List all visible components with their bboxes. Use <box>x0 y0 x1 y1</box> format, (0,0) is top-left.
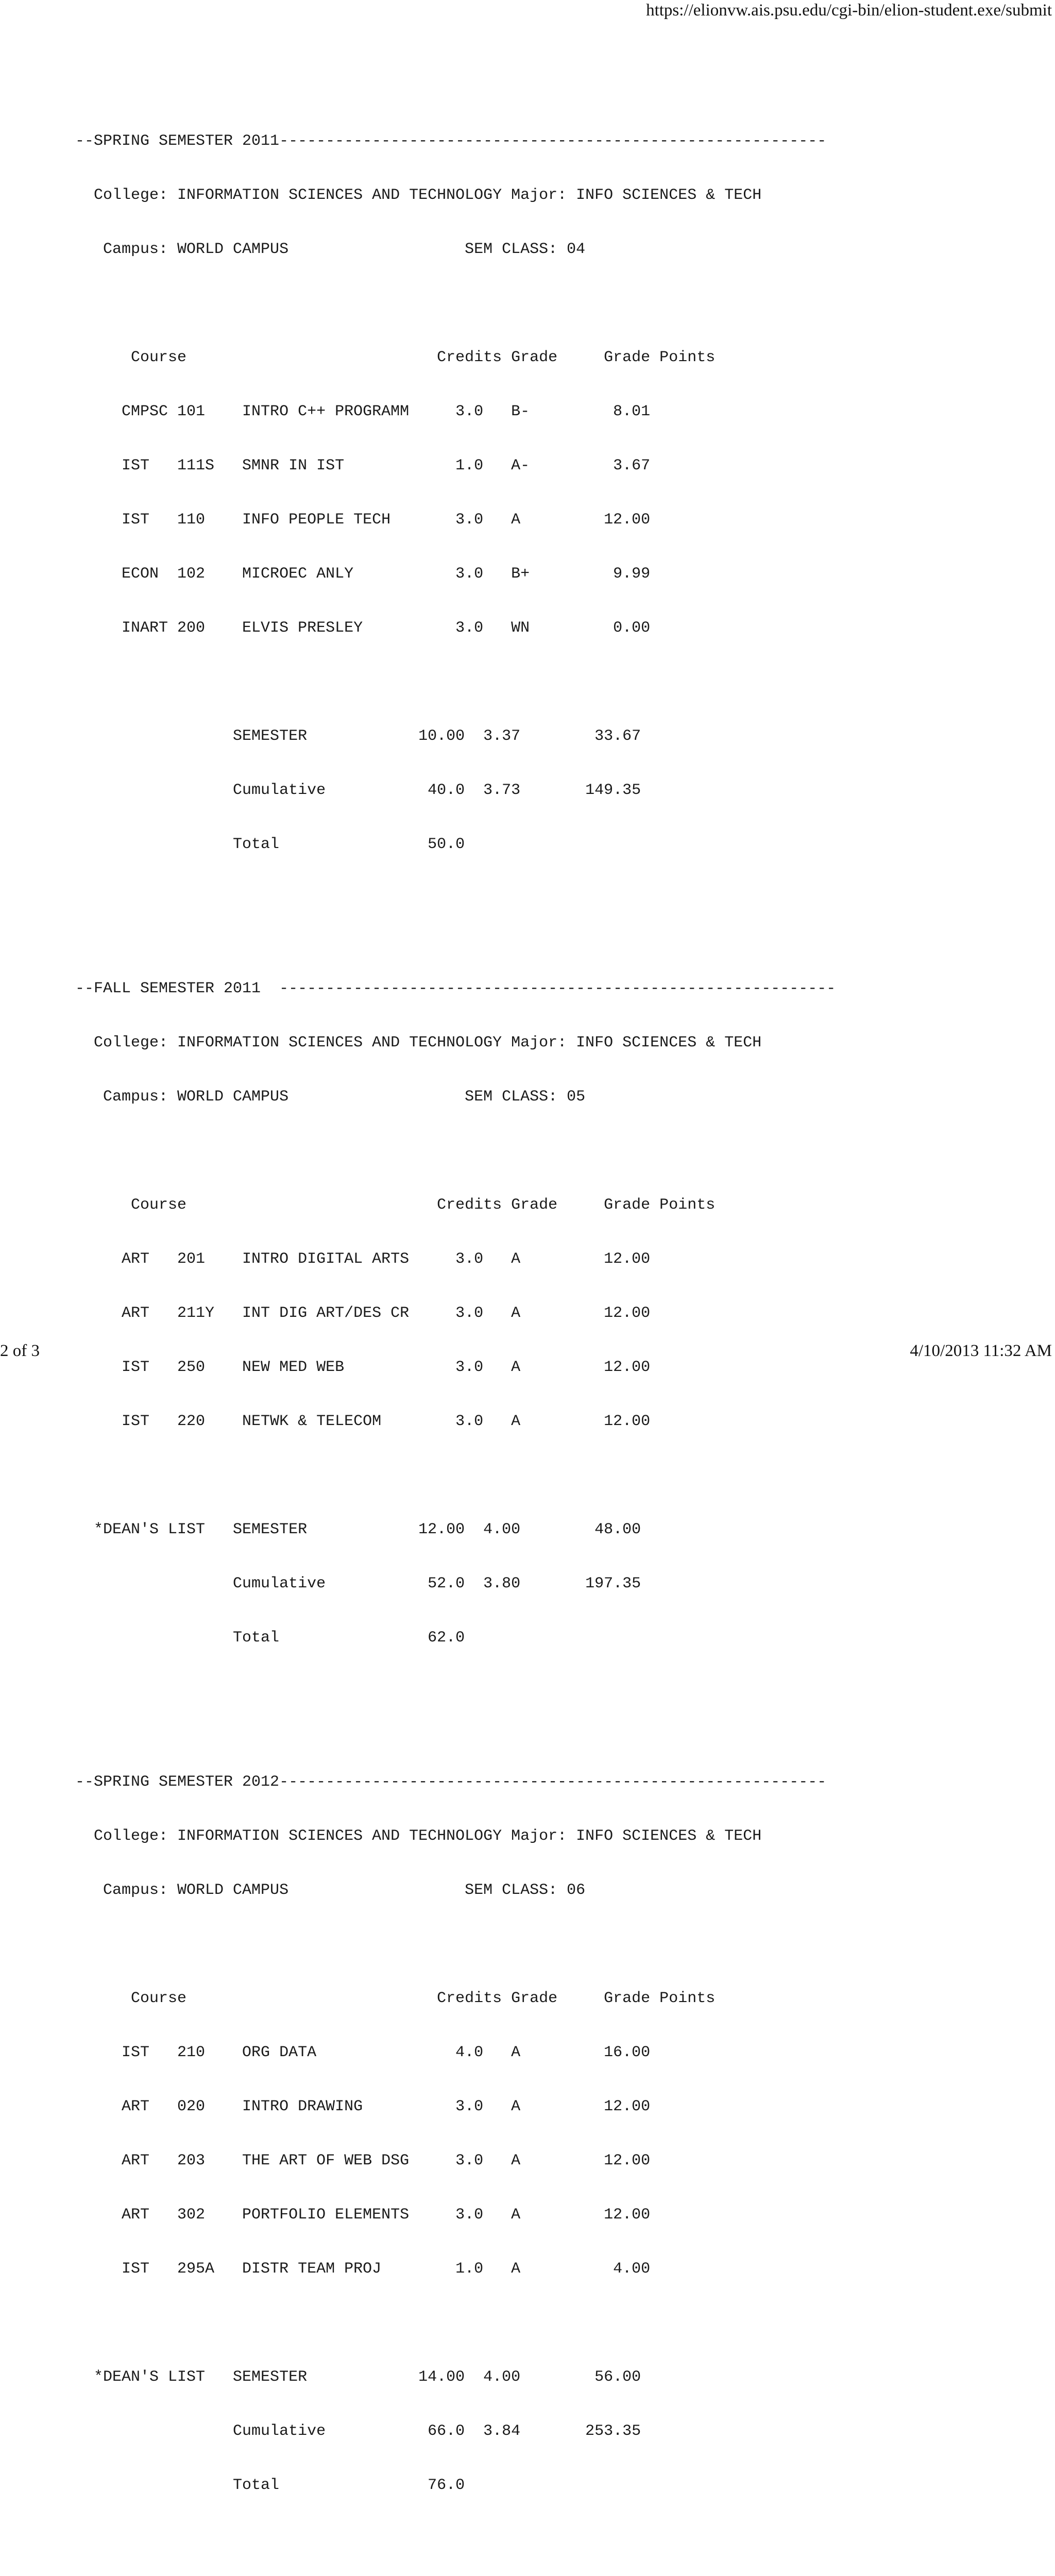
course-row: IST 295A DISTR TEAM PROJ 1.0 A 4.00 <box>75 2260 651 2278</box>
campus-line: Campus: WORLD CAMPUS SEM CLASS: 06 <box>75 1882 586 1899</box>
course-row: ART 201 INTRO DIGITAL ARTS 3.0 A 12.00 <box>75 1250 651 1268</box>
column-header: Course Credits Grade Grade Points <box>75 1990 716 2007</box>
cumulative-summary: Cumulative 52.0 3.80 197.35 <box>75 1575 641 1592</box>
semester-rule: --SPRING SEMESTER 2012----------------------------------------------------------- <box>75 1773 827 1791</box>
course-row: IST 220 NETWK & TELECOM 3.0 A 12.00 <box>75 1413 651 1430</box>
college-line: College: INFORMATION SCIENCES AND TECHNOLOGY Major: INFO SCIENCES & TECH <box>75 1827 762 1845</box>
semester-rule: --SPRING SEMESTER 2011----------------------------------------------------------- <box>75 132 827 150</box>
course-row: ART 211Y INT DIG ART/DES CR 3.0 A 12.00 <box>75 1304 651 1322</box>
course-row: CMPSC 101 INTRO C++ PROGRAMM 3.0 B- 8.01 <box>75 403 651 420</box>
campus-line: Campus: WORLD CAMPUS SEM CLASS: 05 <box>75 1088 586 1106</box>
transcript-body <box>75 78 836 2576</box>
print-datetime: 4/10/2013 11:32 AM <box>910 1342 1052 1360</box>
campus-line: Campus: WORLD CAMPUS SEM CLASS: 04 <box>75 241 586 258</box>
semester-summary: SEMESTER 10.00 3.37 33.67 <box>75 727 641 745</box>
column-header: Course Credits Grade Grade Points <box>75 1196 716 1214</box>
semester-summary: *DEAN'S LIST SEMESTER 14.00 4.00 56.00 <box>75 2368 641 2386</box>
course-row: IST 111S SMNR IN IST 1.0 A- 3.67 <box>75 457 651 474</box>
total-summary: Total 50.0 <box>75 836 465 853</box>
college-line: College: INFORMATION SCIENCES AND TECHNOLOGY Major: INFO SCIENCES & TECH <box>75 187 762 204</box>
page-number: 2 of 3 <box>0 1342 40 1360</box>
semester-rule: --FALL SEMESTER 2011 ------------------------------------------------------------ <box>75 980 836 997</box>
page-url-header: https://elionvw.ais.psu.edu/cgi-bin/elion-student.exe/submit <box>646 1 1052 20</box>
course-row: ART 020 INTRO DRAWING 3.0 A 12.00 <box>75 2098 651 2115</box>
cumulative-summary: Cumulative 66.0 3.84 253.35 <box>75 2422 641 2440</box>
column-header: Course Credits Grade Grade Points <box>75 349 716 366</box>
course-row: IST 110 INFO PEOPLE TECH 3.0 A 12.00 <box>75 511 651 529</box>
semester-summary: *DEAN'S LIST SEMESTER 12.00 4.00 48.00 <box>75 1521 641 1538</box>
college-line: College: INFORMATION SCIENCES AND TECHNOLOGY Major: INFO SCIENCES & TECH <box>75 1034 762 1052</box>
course-row: ART 302 PORTFOLIO ELEMENTS 3.0 A 12.00 <box>75 2206 651 2224</box>
course-row: ECON 102 MICROEC ANLY 3.0 B+ 9.99 <box>75 565 651 583</box>
cumulative-summary: Cumulative 40.0 3.73 149.35 <box>75 782 641 799</box>
total-summary: Total 76.0 <box>75 2477 465 2494</box>
course-row: ART 203 THE ART OF WEB DSG 3.0 A 12.00 <box>75 2152 651 2170</box>
total-summary: Total 62.0 <box>75 1629 465 1647</box>
course-row: IST 210 ORG DATA 4.0 A 16.00 <box>75 2044 651 2061</box>
course-row: INART 200 ELVIS PRESLEY 3.0 WN 0.00 <box>75 619 651 637</box>
course-row: IST 250 NEW MED WEB 3.0 A 12.00 <box>75 1359 651 1376</box>
